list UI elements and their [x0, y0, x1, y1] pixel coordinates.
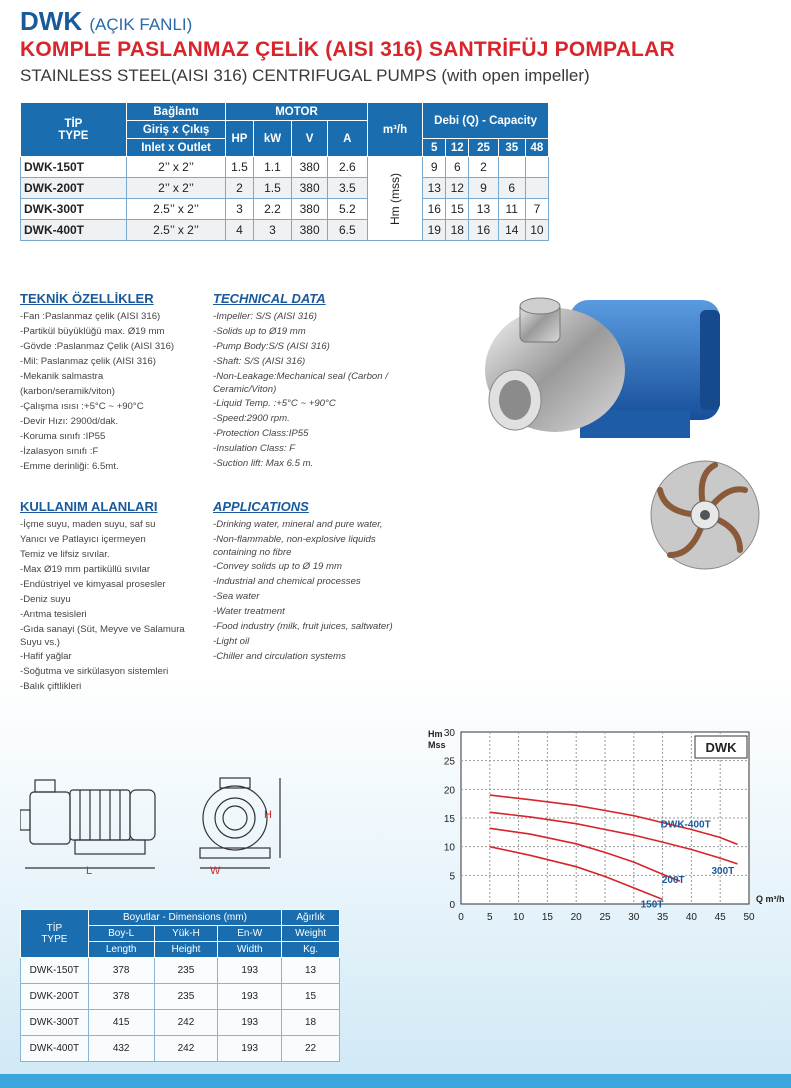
- pump-photo: [470, 280, 750, 480]
- conn-cell: 2’’ x 2’’: [126, 178, 226, 199]
- tip-label: TİP: [46, 922, 63, 934]
- type-cell: DWK-150T: [21, 157, 127, 178]
- x-tick-label: 40: [685, 912, 697, 920]
- hm-label: Hm (mss): [387, 172, 402, 225]
- list-item: -Balık çiftlikleri: [20, 681, 82, 692]
- giris-header: Giriş x Çıkış: [126, 121, 226, 139]
- tip-label: TİP: [64, 117, 83, 130]
- model-note: (AÇIK FANLI): [89, 15, 193, 34]
- flow-cell: 11: [498, 199, 525, 220]
- hp-cell: 1.5: [226, 157, 253, 178]
- x-tick-label: 15: [541, 912, 553, 920]
- a-cell: 3.5: [327, 178, 367, 199]
- flow-cell: [525, 157, 548, 178]
- list-item: -Soğutma ve sirkülasyon sistemleri: [20, 666, 169, 677]
- dim-length-header: Length: [88, 942, 154, 958]
- list-item: -Suction lift: Max 6.5 m.: [213, 458, 314, 469]
- list-item: -Partikül büyüklüğü max. Ø19 mm: [20, 326, 165, 337]
- weight-cell: 13: [282, 958, 340, 984]
- table-row: [21, 199, 549, 220]
- list-item: -Drinking water, mineral and pure water,: [213, 519, 383, 530]
- dim-agirlik-header: Ağırlık: [282, 910, 340, 926]
- list-item: -İçme suyu, maden suyu, saf su: [20, 519, 156, 530]
- y-tick-label: 20: [443, 785, 455, 797]
- kw-cell: 2.2: [253, 199, 292, 220]
- y-tick-label: 10: [443, 842, 455, 854]
- type-cell: DWK-300T: [21, 199, 127, 220]
- list-item: -Protection Class:IP55: [213, 428, 309, 439]
- inlet-header: Inlet x Outlet: [126, 139, 226, 157]
- baglanti-header: Bağlantı: [126, 103, 226, 121]
- list-item: Suyu vs.): [20, 637, 60, 648]
- v-header: V: [292, 121, 328, 157]
- type-cell: DWK-400T: [21, 1036, 89, 1062]
- flow-col-header: 25: [469, 139, 498, 157]
- dimension-drawing: [20, 770, 295, 880]
- x-tick-label: 20: [570, 912, 582, 920]
- applications-heading: APPLICATIONS: [213, 499, 309, 514]
- y-tick-label: 15: [443, 814, 455, 825]
- conn-cell: 2’’ x 2’’: [126, 157, 226, 178]
- x-tick-label: 0: [458, 912, 464, 920]
- hm-cell: [367, 157, 423, 241]
- width-cell: 193: [218, 1010, 282, 1036]
- width-cell: 193: [218, 984, 282, 1010]
- chart-title: DWK: [705, 740, 737, 755]
- x-tick-label: 45: [714, 912, 726, 920]
- flow-cell: 10: [525, 220, 548, 241]
- label-h: H: [264, 809, 272, 821]
- x-tick-label: 30: [628, 912, 640, 920]
- title-english: STAINLESS STEEL(AISI 316) CENTRIFUGAL PUMPS (with open impeller): [20, 66, 590, 85]
- debi-header: Debi (Q) - Capacity: [423, 103, 549, 139]
- x-tick-label: 50: [743, 912, 755, 920]
- title-turkish: KOMPLE PASLANMAZ ÇELİK (AISI 316) SANTRİFÜJ POMPALAR: [20, 38, 675, 61]
- conn-cell: 2.5’’ x 2’’: [126, 220, 226, 241]
- dimension-table: [20, 909, 340, 1062]
- side-casing: [30, 792, 70, 844]
- list-item: Yanıcı ve Patlayıcı içermeyen: [20, 534, 146, 545]
- flow-cell: 13: [469, 199, 498, 220]
- type-cell: DWK-200T: [21, 984, 89, 1010]
- x-axis-label: Q m³/h: [756, 894, 785, 904]
- width-cell: 193: [218, 1036, 282, 1062]
- y-tick-label: 5: [449, 871, 455, 883]
- list-item: -İzalasyon sınıfı :F: [20, 446, 99, 457]
- flow-col-header: 35: [498, 139, 525, 157]
- list-item: Ceramic/Viton): [213, 384, 277, 395]
- length-cell: 378: [88, 984, 154, 1010]
- list-item: -Sea water: [213, 591, 260, 602]
- list-item: Temiz ve lifsiz sıvılar.: [20, 549, 110, 560]
- list-item: (karbon/seramik/viton): [20, 386, 115, 397]
- list-item: -Speed:2900 rpm.: [213, 413, 290, 424]
- v-cell: 380: [292, 157, 328, 178]
- v-cell: 380: [292, 178, 328, 199]
- weight-cell: 22: [282, 1036, 340, 1062]
- list-item: -Koruma sınıfı :IP55: [20, 431, 106, 442]
- table-row: [21, 1036, 340, 1062]
- list-item: -Endüstriyel ve kimyasal prosesler: [20, 579, 166, 590]
- list-item: -Pump Body:S/S (AISI 316): [213, 341, 330, 352]
- list-item: -Impeller: S/S (AISI 316): [213, 311, 317, 322]
- list-item: -Gövde :Paslanmaz Çelik (AISI 316): [20, 341, 175, 352]
- tip-header: [21, 103, 127, 157]
- length-cell: 415: [88, 1010, 154, 1036]
- table-row: [21, 178, 549, 199]
- list-item: -Convey solids up to Ø 19 mm: [213, 561, 343, 572]
- performance-chart: [412, 720, 791, 920]
- footer-bar: [0, 1074, 791, 1088]
- flow-cell: 9: [469, 178, 498, 199]
- list-item: -Insulation Class: F: [213, 443, 296, 454]
- kw-cell: 1.1: [253, 157, 292, 178]
- front-casing: [203, 786, 267, 850]
- teknik-heading: TEKNİK ÖZELLİKLER: [20, 291, 154, 306]
- flow-cell: 19: [423, 220, 446, 241]
- height-cell: 242: [154, 1036, 218, 1062]
- hp-cell: 4: [226, 220, 253, 241]
- v-cell: 380: [292, 199, 328, 220]
- list-item: -Fan :Paslanmaz çelik (AISI 316): [20, 311, 161, 322]
- dim-kg-header: Kg.: [282, 942, 340, 958]
- x-tick-label: 25: [599, 912, 611, 920]
- x-tick-label: 35: [657, 912, 669, 920]
- kw-cell: 3: [253, 220, 292, 241]
- a-cell: 5.2: [327, 199, 367, 220]
- kw-header: kW: [253, 121, 292, 157]
- list-item: -Hafif yağlar: [20, 651, 72, 662]
- length-cell: 378: [88, 958, 154, 984]
- dim-height-header: Height: [154, 942, 218, 958]
- model-title: [20, 6, 192, 37]
- hp-cell: 3: [226, 199, 253, 220]
- kullanim-list: [20, 517, 185, 694]
- list-item: -Food industry (milk, fruit juices, saltwater): [213, 621, 393, 632]
- flow-cell: 6: [498, 178, 525, 199]
- flow-cell: 6: [446, 157, 469, 178]
- label-l: L: [86, 865, 93, 877]
- type-label: TYPE: [41, 933, 68, 945]
- list-item: -Devir Hızı: 2900d/dak.: [20, 416, 119, 427]
- dim-yuk-header: Yük-H: [154, 926, 218, 942]
- dim-tip-header: [21, 910, 89, 958]
- y-tick-label: 30: [443, 728, 455, 739]
- type-label: TYPE: [58, 129, 89, 142]
- motor-header: MOTOR: [226, 103, 367, 121]
- y-tick-label: 0: [449, 900, 455, 911]
- flow-cell: 15: [446, 199, 469, 220]
- height-cell: 235: [154, 958, 218, 984]
- flow-cell: 18: [446, 220, 469, 241]
- weight-cell: 18: [282, 1010, 340, 1036]
- v-cell: 380: [292, 220, 328, 241]
- y-tick-label: 25: [443, 756, 455, 768]
- list-item: -Deniz suyu: [20, 594, 71, 605]
- dim-boy-header: Boy-L: [88, 926, 154, 942]
- kw-cell: 1.5: [253, 178, 292, 199]
- list-item: -Liquid Temp. :+5°C ~ +90°C: [213, 398, 336, 409]
- flow-cell: [498, 157, 525, 178]
- list-item: -Light oil: [213, 636, 250, 647]
- flow-cell: 13: [423, 178, 446, 199]
- flow-col-header: 48: [525, 139, 548, 157]
- flow-cell: 16: [469, 220, 498, 241]
- list-item: -Non-flammable, non-explosive liquids: [213, 534, 376, 545]
- height-cell: 242: [154, 1010, 218, 1036]
- label-w: W: [210, 865, 221, 877]
- x-tick-label: 5: [487, 912, 493, 920]
- list-item: -Çalışma ısısı :+5°C ~ +90°C: [20, 401, 144, 412]
- list-item: -Shaft: S/S (AISI 316): [213, 356, 306, 367]
- list-item: -Max Ø19 mm partiküllü sıvılar: [20, 564, 151, 575]
- spec-table: [20, 102, 549, 241]
- type-cell: DWK-200T: [21, 178, 127, 199]
- length-cell: 432: [88, 1036, 154, 1062]
- table-row: [21, 157, 549, 178]
- flow-cell: 12: [446, 178, 469, 199]
- height-cell: 235: [154, 984, 218, 1010]
- list-item: -Mekanik salmastra: [20, 371, 104, 382]
- x-tick-label: 10: [513, 912, 525, 920]
- list-item: -Arıtma tesisleri: [20, 609, 87, 620]
- list-item: containing no fibre: [213, 547, 292, 558]
- width-cell: 193: [218, 958, 282, 984]
- model-name: DWK: [20, 6, 83, 36]
- y-axis-unit-label: Mss: [428, 740, 446, 750]
- kullanim-heading: KULLANIM ALANLARI: [20, 499, 158, 514]
- table-row: [21, 1010, 340, 1036]
- list-item: -Water treatment: [213, 606, 285, 617]
- technical-list: [213, 309, 388, 471]
- flow-cell: 9: [423, 157, 446, 178]
- impeller-photo: [645, 455, 765, 575]
- flow-cell: [525, 178, 548, 199]
- flow-cell: 7: [525, 199, 548, 220]
- dim-boyut-header: Boyutlar - Dimensions (mm): [88, 910, 281, 926]
- table-row: [21, 984, 340, 1010]
- hp-header: HP: [226, 121, 253, 157]
- a-cell: 2.6: [327, 157, 367, 178]
- type-cell: DWK-150T: [21, 958, 89, 984]
- flow-cell: 14: [498, 220, 525, 241]
- table-row: [21, 220, 549, 241]
- a-cell: 6.5: [327, 220, 367, 241]
- list-item: -Mil: Paslanmaz çelik (AISI 316): [20, 356, 156, 367]
- dim-weight-header: Weight: [282, 926, 340, 942]
- list-item: -Non-Leakage:Mechanical seal (Carbon /: [213, 371, 388, 382]
- table-row: [21, 958, 340, 984]
- list-item: -Gıda sanayi (Süt, Meyve ve Salamura: [20, 624, 185, 635]
- type-cell: DWK-400T: [21, 220, 127, 241]
- series-label: 150T: [640, 899, 664, 911]
- y-axis-label: Hm: [428, 729, 443, 739]
- dim-en-header: En-W: [218, 926, 282, 942]
- dim-width-header: Width: [218, 942, 282, 958]
- flow-col-header: 5: [423, 139, 446, 157]
- weight-cell: 15: [282, 984, 340, 1010]
- type-cell: DWK-300T: [21, 1010, 89, 1036]
- technical-heading: TECHNICAL DATA: [213, 291, 326, 306]
- applications-list: [213, 517, 393, 664]
- a-header: A: [327, 121, 367, 157]
- flow-col-header: 12: [446, 139, 469, 157]
- series-label: 200T: [661, 875, 685, 887]
- teknik-list: [20, 309, 174, 474]
- conn-cell: 2.5’’ x 2’’: [126, 199, 226, 220]
- m3h-header: m³/h: [367, 103, 423, 157]
- list-item: -Chiller and circulation systems: [213, 651, 346, 662]
- hp-cell: 2: [226, 178, 253, 199]
- side-outlet: [35, 780, 55, 792]
- side-base: [75, 840, 145, 854]
- flow-cell: 16: [423, 199, 446, 220]
- series-label: 300T: [711, 865, 735, 877]
- flow-cell: 2: [469, 157, 498, 178]
- series-label: DWK-400T: [660, 819, 711, 831]
- list-item: -Solids up to Ø19 mm: [213, 326, 306, 337]
- list-item: -Industrial and chemical processes: [213, 576, 361, 587]
- list-item: -Emme derinliği: 6.5mt.: [20, 461, 119, 472]
